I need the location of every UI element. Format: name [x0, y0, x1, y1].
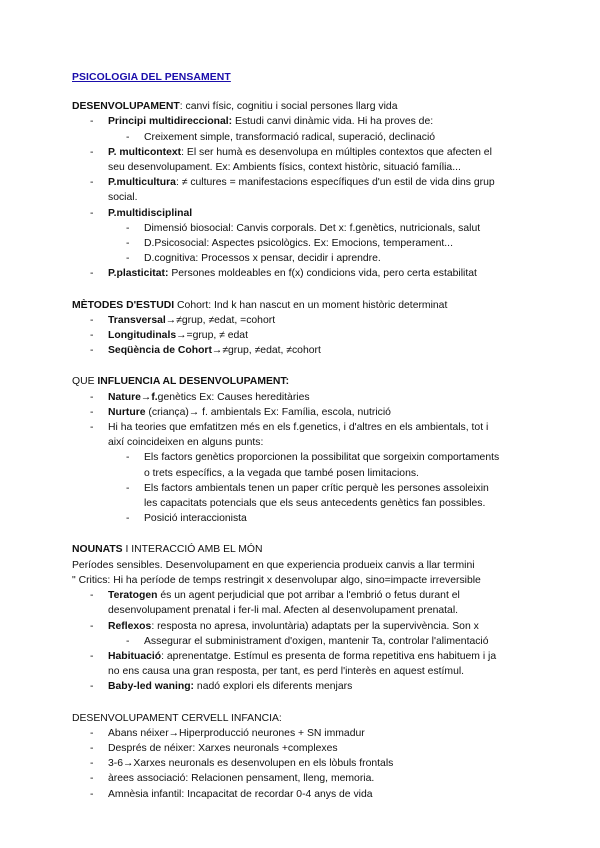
list-item: - D.Psicosocial: Aspectes psicològics. Ex: Emocions, temperament... — [126, 238, 453, 250]
section-nounats-heading: NOUNATS I INTERACCIÓ AMB EL MÓN — [72, 544, 263, 556]
list-item: - Seqüència de Cohort→≠grup, ≠edat, ≠cohort — [90, 345, 321, 357]
list-item: - P.plasticitat: Persones moldeables en f(x) condicions vida, pero certa estabilitat — [90, 268, 477, 280]
list-item: - Els factors ambientals tenen un paper crític perquè les persones assoleixin — [126, 482, 489, 494]
list-item: - Transversal→≠grup, ≠edat, =cohort — [90, 314, 276, 326]
list-item: - Reflexos: resposta no apresa, involuntària) adaptats per la supervivència. Son x — [90, 620, 479, 632]
list-item: - Creixement simple, transformació radical, superació, declinació — [126, 131, 436, 143]
list-item: - Amnèsia infantil: Incapacitat de recordar 0-4 anys de vida — [90, 788, 373, 800]
list-item: - Posició interaccionista — [126, 513, 247, 525]
list-item: - P. multicontext: El ser humà es desenvolupa en múltiples contextos que afecten el — [90, 146, 492, 158]
list-item: - Els factors genètics proporcionen la possibilitat que sorgeixin comportaments — [126, 452, 500, 464]
list-item: - Baby-led waning: nadó explori els diferents menjars — [90, 681, 353, 693]
document-page — [72, 70, 532, 802]
section-nounats-list — [72, 588, 532, 694]
list-item: - Després de néixer: Xarxes neuronals +complexes — [90, 742, 338, 754]
list-item: - Hi ha teories que emfatitzen més en els f.genetics, i d'altres en els ambientals, tot i — [90, 422, 489, 434]
list-item-continuation: o trets específics, a la vegada que també posen limitacions. — [144, 467, 419, 479]
paragraph: " Critics: Hi ha període de temps restringit x desenvolupar algo, sino=impacte irreversible — [72, 574, 481, 586]
list-item: - D.cognitiva: Processos x pensar, decidir i aprendre. — [126, 253, 381, 265]
list-item: - Longitudinals→=grup, ≠ edat — [90, 330, 248, 342]
list-item: - Abans néixer→Hiperproducció neurones + SN immadur — [90, 727, 365, 739]
section-desenvolupament-list — [72, 114, 532, 281]
list-item-continuation: social. — [108, 192, 138, 204]
paragraph: Períodes sensibles. Desenvolupament en que experiencia produeix canvis a llar termini — [72, 559, 475, 571]
list-item: - Nurture (criança)→ f. ambientals Ex: Família, escola, nutrició — [90, 406, 391, 418]
section-cervell-heading: DESENVOLUPAMENT CERVELL INFANCIA: — [72, 712, 282, 724]
section-metodes-list — [72, 313, 532, 359]
section-desenvolupament-heading: DESENVOLUPAMENT: canvi físic, cognitiu i social persones llarg vida — [72, 101, 398, 113]
list-item: - Principi multidireccional: Estudi canvi dinàmic vida. Hi ha proves de: — [90, 116, 434, 128]
list-item-continuation: no ens causa una gran resposta, per tant, es perd l'interès en aquest estímul. — [108, 666, 465, 678]
list-item-continuation: desenvolupament prenatal i fer-li mal. Afecten al desenvolupament prenatal. — [108, 605, 459, 617]
list-item: - Habituació: aprenentatge. Estímul es presenta de forma repetitiva ens habituem i ja — [90, 650, 497, 662]
list-item: - P.multicultura: ≠ cultures = manifestacions específiques d'un estil de vida dins grup — [90, 177, 495, 189]
section-metodes-heading: MÈTODES D'ESTUDI Cohort: Ind k han nascut en un moment històric determinat — [72, 299, 448, 311]
list-item-continuation: seu desenvolupament. Ex: Ambients físics, context històric, situació família... — [108, 162, 461, 174]
section-influencia-heading: QUE INFLUENCIA AL DESENVOLUPAMENT: — [72, 376, 290, 388]
list-item-continuation: així coincideixen en alguns punts: — [108, 437, 264, 449]
list-item: - àrees associació: Relacionen pensament, lleng, memoria. — [90, 773, 375, 785]
section-influencia-list — [72, 390, 532, 527]
list-item: - Assegurar el subministrament d'oxigen, mantenir Ta, controlar l'alimentació — [126, 635, 489, 647]
list-item: - P.multidisciplinal — [90, 207, 193, 219]
document-title[interactable]: PSICOLOGIA DEL PENSAMENT — [72, 72, 231, 83]
list-item: - Teratogen és un agent perjudicial que pot arribar a l'embrió o fetus durant el — [90, 590, 460, 602]
list-item-continuation: les capacitats potencials que els seus antecedents genètics fan possibles. — [144, 498, 486, 510]
list-item: - Nature→f.genètics Ex: Causes hereditàries — [90, 391, 310, 403]
list-item: - 3-6→Xarxes neuronals es desenvolupen en els lòbuls frontals — [90, 758, 394, 770]
section-cervell-list — [72, 726, 532, 802]
list-item: - Dimensió biosocial: Canvis corporals. Det x: f.genètics, nutricionals, salut — [126, 222, 481, 234]
